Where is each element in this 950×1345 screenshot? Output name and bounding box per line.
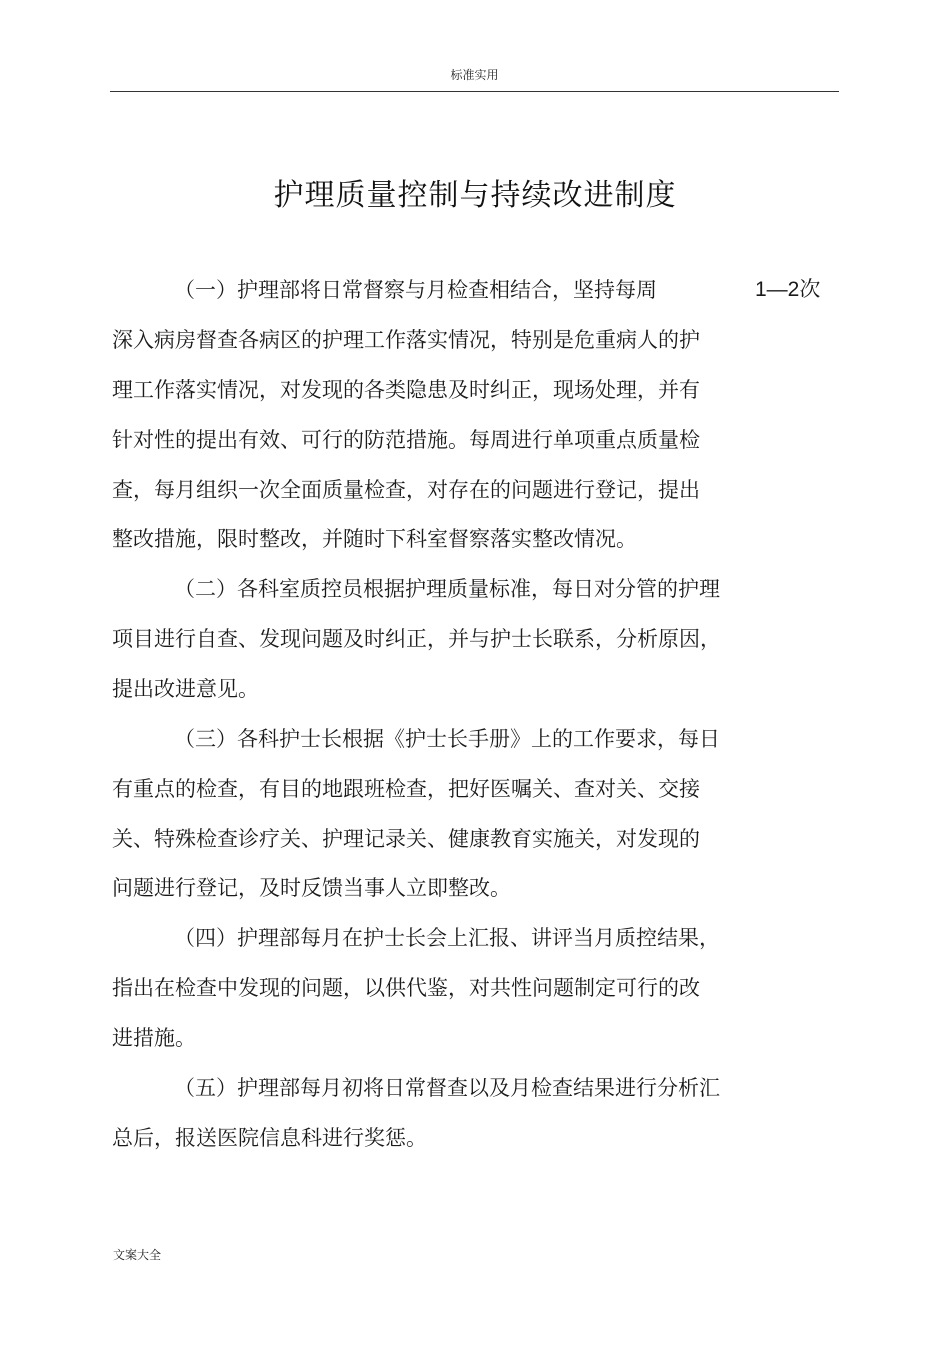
- paragraph-1-line-5: 查，每月组织一次全面质量检查，对存在的问题进行登记，提出: [112, 478, 700, 502]
- paragraph-3-line-4: 问题进行登记，及时反馈当事人立即整改。: [112, 876, 511, 900]
- paragraph-5-line-1: （五）护理部每月初将日常督查以及月检查结果进行分析汇: [174, 1076, 720, 1100]
- running-head: 标准实用: [450, 68, 499, 82]
- paragraph-5-line-2: 总后，报送医院信息科进行奖惩。: [112, 1126, 427, 1150]
- header-divider: [110, 91, 839, 92]
- paragraph-3-line-1: （三）各科护士长根据《护士长手册》上的工作要求，每日: [174, 727, 720, 751]
- document-title: 护理质量控制与持续改进制度: [273, 178, 677, 213]
- paragraph-2-line-1: （二）各科室质控员根据护理质量标准，每日对分管的护理: [174, 577, 720, 601]
- paragraph-1-frequency: 1—2次: [755, 278, 821, 301]
- paragraph-4-line-1: （四）护理部每月在护士长会上汇报、讲评当月质控结果，: [174, 926, 720, 950]
- paragraph-4-line-3: 进措施。: [112, 1026, 196, 1050]
- paragraph-3-line-2: 有重点的检查，有目的地跟班检查，把好医嘱关、查对关、交接: [112, 777, 700, 801]
- paragraph-4-line-2: 指出在检查中发现的问题，以供代鉴，对共性问题制定可行的改: [112, 976, 700, 1000]
- footer-label: 文案大全: [113, 1248, 162, 1262]
- paragraph-2-line-3: 提出改进意见。: [112, 677, 259, 701]
- paragraph-1-line-3: 理工作落实情况，对发现的各类隐患及时纠正，现场处理，并有: [112, 378, 700, 402]
- paragraph-2-line-2: 项目进行自查、发现问题及时纠正，并与护士长联系，分析原因，: [112, 627, 721, 651]
- paragraph-1-line-2: 深入病房督查各病区的护理工作落实情况，特别是危重病人的护: [112, 328, 700, 352]
- paragraph-1-line-6: 整改措施，限时整改，并随时下科室督察落实整改情况。: [112, 527, 637, 551]
- paragraph-1-line-1: （一）护理部将日常督察与月检查相结合，坚持每周: [174, 278, 657, 302]
- paragraph-1-line-4: 针对性的提出有效、可行的防范措施。每周进行单项重点质量检: [112, 428, 700, 452]
- paragraph-3-line-3: 关、特殊检查诊疗关、护理记录关、健康教育实施关，对发现的: [112, 827, 700, 851]
